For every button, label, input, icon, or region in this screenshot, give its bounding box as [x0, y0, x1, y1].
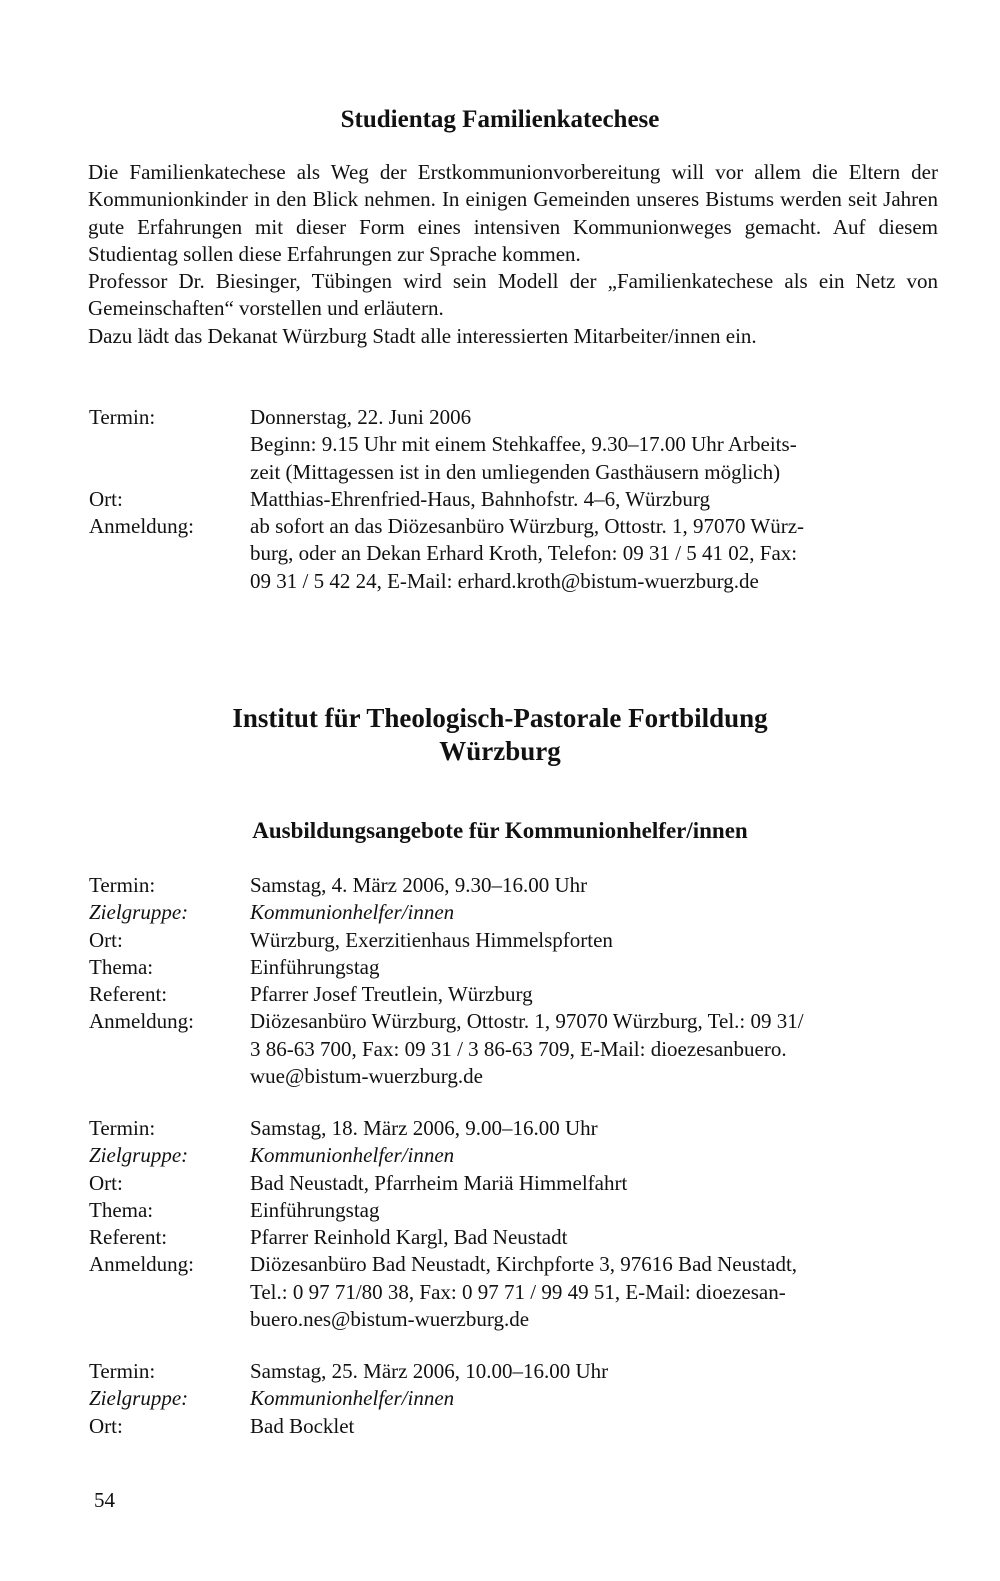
- value-line: Bad Bocklet: [250, 1413, 355, 1438]
- value-line: Kommunionhelfer/innen: [250, 1143, 455, 1168]
- value-line: Einführungstag: [250, 1197, 380, 1222]
- detail-row-ort: [89, 1170, 949, 1197]
- value-termin: [250, 1115, 949, 1142]
- value-line: Pfarrer Josef Treutlein, Würzburg: [250, 982, 533, 1007]
- value-anmeldung: [250, 1251, 949, 1333]
- value-line: Bad Neustadt, Pfarrheim Mariä Himmelfahrt: [250, 1170, 628, 1195]
- page-number: 54: [94, 1488, 115, 1512]
- label-zielgruppe: Zielgruppe:: [89, 1143, 189, 1168]
- value-line: Pfarrer Reinhold Kargl, Bad Neustadt: [250, 1225, 568, 1250]
- value-termin: [250, 872, 949, 899]
- value-line: Samstag, 4. März 2006, 9.30–16.00 Uhr: [250, 873, 588, 897]
- institute-title-line: Würzburg: [439, 736, 561, 766]
- label-termin: Termin:: [89, 873, 156, 897]
- value-thema: [250, 1197, 949, 1224]
- value-line: Kommunionhelfer/innen: [250, 1386, 455, 1411]
- label-referent: Referent:: [89, 1225, 168, 1250]
- detail-row-thema: [89, 1197, 949, 1224]
- value-zielgruppe: [250, 1385, 949, 1412]
- value-line: Diözesanbüro Würzburg, Ottostr. 1, 97070 Würzburg, Tel.: 09 31/: [250, 1009, 804, 1034]
- value-line: burg, oder an Dekan Erhard Kroth, Telefon: 09 31 / 5 41 02, Fax:: [250, 541, 798, 566]
- label-anmeldung: Anmeldung:: [89, 514, 194, 539]
- detail-row-zielgruppe: [89, 1385, 949, 1412]
- detail-row-termin: [89, 872, 949, 899]
- value-zielgruppe: [250, 899, 949, 926]
- institute-title: [0, 702, 1000, 768]
- label-anmeldung: Anmeldung:: [89, 1009, 194, 1034]
- event-block-1: [89, 872, 949, 1090]
- label-ort: Ort:: [89, 1413, 123, 1438]
- value-thema: [250, 954, 949, 981]
- detail-row-anmeldung: [89, 1008, 949, 1090]
- label-zielgruppe: Zielgruppe:: [89, 1386, 189, 1411]
- intro-paragraph: Professor Dr. Biesinger, Tübingen wird sein Modell der „Familienkatechese als ein Netz von Gemeinschaften“ vorstellen und erläutern.: [88, 269, 938, 321]
- value-referent: [250, 981, 949, 1008]
- label-ort: Ort:: [89, 486, 123, 511]
- value-line: Samstag, 25. März 2006, 10.00–16.00 Uhr: [250, 1359, 609, 1383]
- label-thema: Thema:: [89, 954, 154, 979]
- detail-row-anmeldung: [89, 1251, 949, 1333]
- subsection-title: Ausbildungsangebote für Kommunionhelfer/innen: [252, 818, 748, 843]
- value-ort: [250, 1413, 949, 1440]
- value-zielgruppe: [250, 1142, 949, 1169]
- value-ort: [250, 927, 949, 954]
- value-ort: [250, 1170, 949, 1197]
- detail-row-zielgruppe: [89, 1142, 949, 1169]
- value-line: 09 31 / 5 42 24, E-Mail: erhard.kroth@bistum-wuerzburg.de: [250, 568, 759, 593]
- detail-row-termin: [89, 1115, 949, 1142]
- value-termin: [250, 404, 949, 486]
- detail-row-termin: [89, 1358, 949, 1385]
- section-title: Studientag Familienkatechese: [340, 106, 660, 133]
- detail-row-referent: [89, 981, 949, 1008]
- value-anmeldung: [250, 1008, 949, 1090]
- value-line: Samstag, 18. März 2006, 9.00–16.00 Uhr: [250, 1116, 598, 1140]
- detail-row-termin: [89, 404, 949, 486]
- detail-row-referent: [89, 1224, 949, 1251]
- detail-row-anmeldung: [89, 513, 949, 595]
- studientag-details: [89, 404, 949, 595]
- label-ort: Ort:: [89, 927, 123, 952]
- value-line: Donnerstag, 22. Juni 2006: [250, 405, 472, 429]
- event-block-2: [89, 1115, 949, 1333]
- value-ort: [250, 486, 949, 513]
- label-zielgruppe: Zielgruppe:: [89, 900, 189, 925]
- label-thema: Thema:: [89, 1197, 154, 1222]
- value-line: Würzburg, Exerzitienhaus Himmelspforten: [250, 927, 613, 952]
- event-block-3: [89, 1358, 949, 1440]
- detail-row-ort: [89, 1413, 949, 1440]
- value-line: Kommunionhelfer/innen: [250, 900, 455, 925]
- institute-title-line: Institut für Theologisch-Pastorale Fortbildung: [232, 703, 768, 733]
- value-line: Diözesanbüro Bad Neustadt, Kirchpforte 3, 97616 Bad Neustadt,: [250, 1252, 798, 1277]
- label-anmeldung: Anmeldung:: [89, 1252, 194, 1277]
- detail-row-ort: [89, 486, 949, 513]
- intro-text: [88, 159, 938, 350]
- value-line: wue@bistum-wuerzburg.de: [250, 1064, 483, 1089]
- value-referent: [250, 1224, 949, 1251]
- value-line: Matthias-Ehrenfried-Haus, Bahnhofstr. 4–6, Würzburg: [250, 486, 710, 511]
- label-termin: Termin:: [89, 1116, 156, 1140]
- intro-paragraph: Die Familienkatechese als Weg der Erstkommunionvorbereitung will vor allem die Eltern der Kommunionkinder in den Blick nehmen. In einigen Gemeinden unseres Bistums werden seit Jahren gute Erfahrungen mit dieser Form eines intensiven Kommunionweges gemacht. Auf diesem Studientag sollen diese Erfahrungen zur Sprache kommen.: [88, 160, 938, 266]
- label-ort: Ort:: [89, 1170, 123, 1195]
- value-line: ab sofort an das Diözesanbüro Würzburg, Ottostr. 1, 97070 Würz-: [250, 514, 805, 539]
- intro-paragraph: Dazu lädt das Dekanat Würzburg Stadt alle interessierten Mitarbeiter/innen ein.: [88, 323, 757, 348]
- value-termin: [250, 1358, 949, 1385]
- detail-row-ort: [89, 927, 949, 954]
- label-referent: Referent:: [89, 982, 168, 1007]
- value-line: buero.nes@bistum-wuerzburg.de: [250, 1307, 530, 1332]
- value-line: Einführungstag: [250, 954, 380, 979]
- label-termin: Termin:: [89, 405, 156, 429]
- value-line: zeit (Mittagessen ist in den umliegenden Gasthäusern möglich): [250, 459, 781, 484]
- value-line: Tel.: 0 97 71/80 38, Fax: 0 97 71 / 99 49 51, E-Mail: dioezesan-: [250, 1279, 786, 1304]
- detail-row-thema: [89, 954, 949, 981]
- detail-row-zielgruppe: [89, 899, 949, 926]
- label-termin: Termin:: [89, 1359, 156, 1383]
- value-line: 3 86-63 700, Fax: 09 31 / 3 86-63 709, E-Mail: dioezesanbuero.: [250, 1036, 787, 1061]
- value-line: Beginn: 9.15 Uhr mit einem Stehkaffee, 9.30–17.00 Uhr Arbeits-: [250, 432, 797, 457]
- value-anmeldung: [250, 513, 949, 595]
